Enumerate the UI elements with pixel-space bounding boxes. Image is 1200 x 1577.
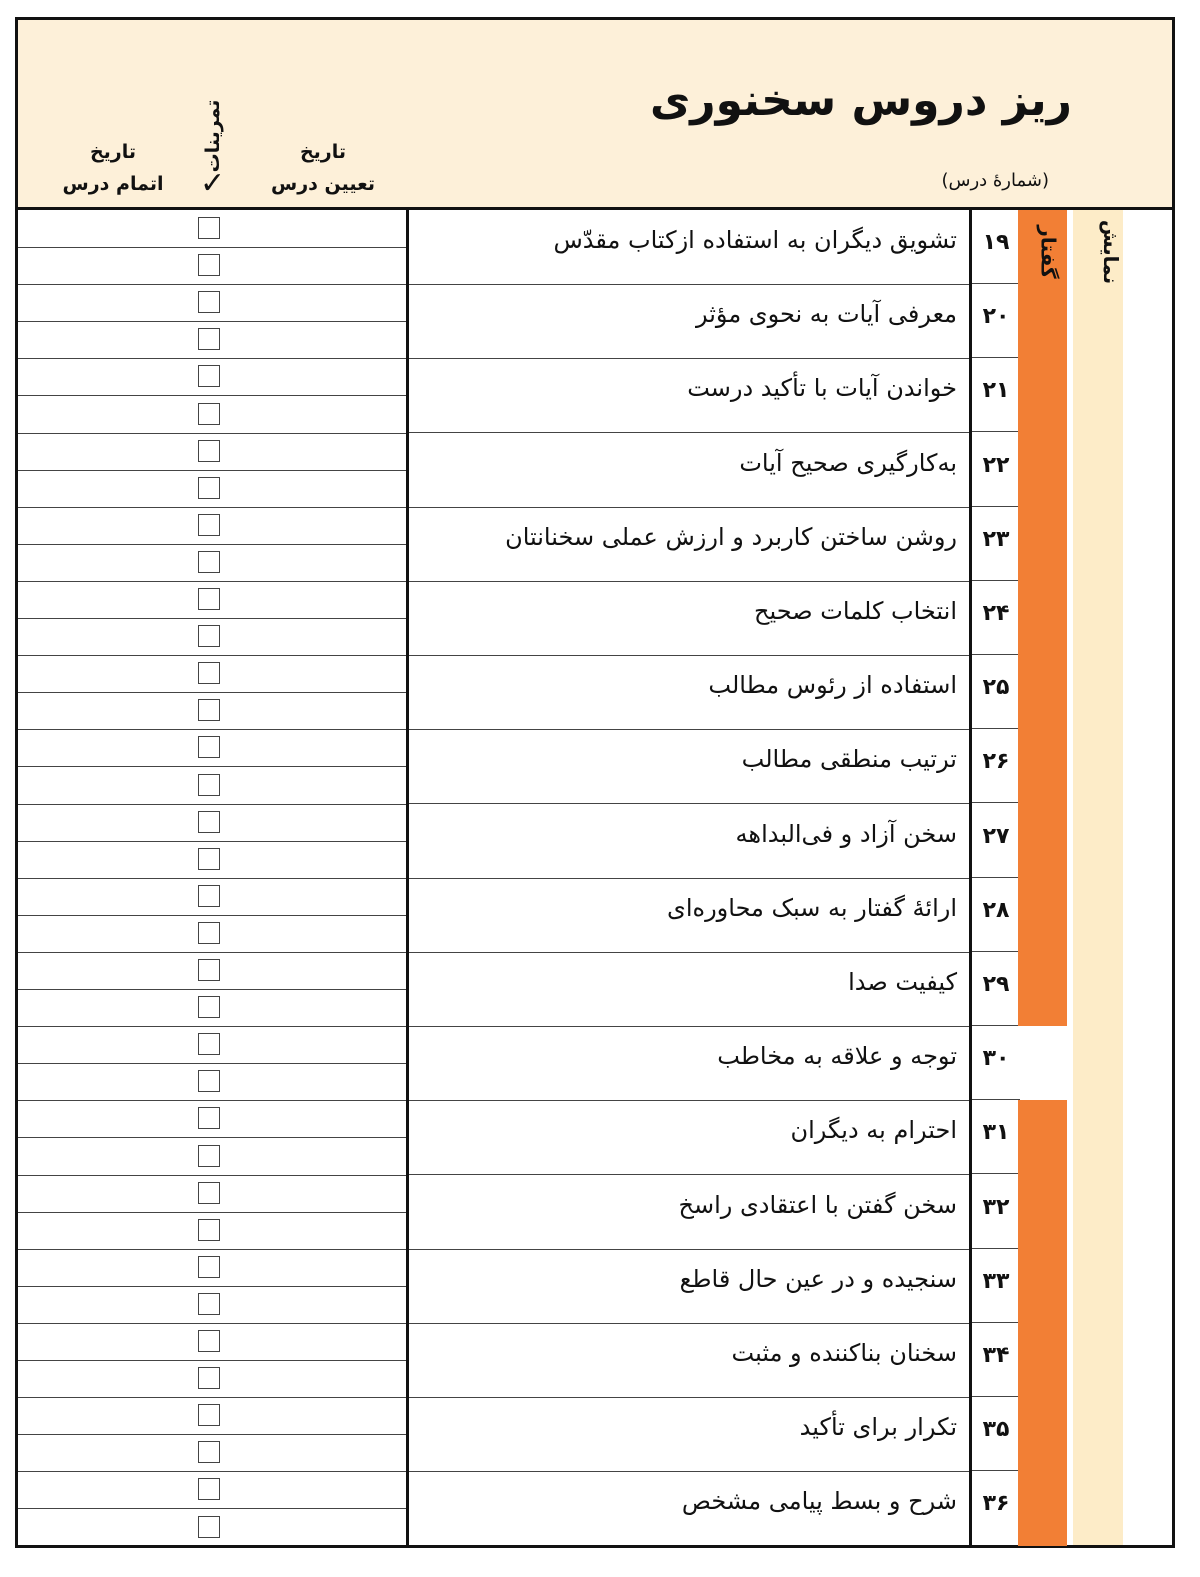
presentation-category-band — [1073, 210, 1123, 1545]
exercise-checkbox[interactable] — [198, 625, 220, 647]
lesson-title: شرح و بسط پیامی مشخص — [681, 1487, 957, 1516]
lesson-number: ۲۲ — [972, 433, 1020, 507]
lesson-row — [409, 210, 969, 285]
exercises-label: تمرینات — [202, 99, 224, 173]
tracking-subrow — [18, 1286, 406, 1324]
tracking-subrow — [18, 655, 406, 693]
lesson-title: تشویق دیگران به استفاده ازکتاب مقدّس — [553, 226, 957, 254]
tracking-subrow — [18, 247, 406, 285]
exercise-checkbox[interactable] — [198, 1033, 220, 1055]
lesson-row — [409, 358, 969, 433]
tracking-subrow — [18, 767, 406, 805]
lesson-title: سخن گفتن با اعتقادی راسخ — [678, 1190, 957, 1219]
tracking-subrow — [18, 507, 406, 545]
lesson-row — [409, 433, 969, 508]
exercises-header — [188, 80, 238, 200]
tracking-subrow — [18, 358, 406, 396]
lesson-title: به‌کارگیری صحیح آیات — [739, 448, 957, 477]
tracking-subrow — [18, 989, 406, 1027]
exercise-checkbox[interactable] — [198, 254, 220, 276]
lesson-number: ۲۱ — [972, 358, 1020, 432]
lesson-title: سخن آزاد و فی‌البداهه — [735, 819, 957, 848]
tracking-subrow — [18, 321, 406, 359]
tracking-panel — [18, 210, 409, 1545]
exercise-checkbox[interactable] — [198, 699, 220, 721]
checkmark-icon: ✓ — [200, 166, 226, 201]
tracking-subrow — [18, 1397, 406, 1435]
exercise-checkbox[interactable] — [198, 403, 220, 425]
lesson-title: خواندن آیات با تأکید درست — [687, 374, 957, 403]
lesson-row — [409, 1323, 969, 1398]
lesson-number: ۳۴ — [972, 1323, 1020, 1397]
lesson-title: توجه و علاقه به مخاطب — [717, 1042, 957, 1071]
exercise-checkbox[interactable] — [198, 328, 220, 350]
lesson-number: ۲۸ — [972, 878, 1020, 952]
lesson-title: سخنان بناکننده و مثبت — [731, 1339, 957, 1367]
tracking-subrow — [18, 729, 406, 767]
lesson-number: ۲۹ — [972, 952, 1020, 1026]
exercise-checkbox[interactable] — [198, 551, 220, 573]
lesson-title: ترتیب منطقی مطالب — [741, 745, 957, 774]
tracking-subrow — [18, 915, 406, 953]
lesson-title: معرفی آیات به نحوی مؤثر — [696, 300, 957, 329]
tracking-subrow — [18, 804, 406, 842]
tracking-subrow — [18, 1323, 406, 1361]
tracking-subrow — [18, 1471, 406, 1509]
exercise-checkbox[interactable] — [198, 440, 220, 462]
lesson-row — [409, 1100, 969, 1175]
exercise-checkbox[interactable] — [198, 1256, 220, 1278]
lesson-sheet — [15, 17, 1175, 1548]
lesson-number: ۲۷ — [972, 804, 1020, 878]
exercise-checkbox[interactable] — [198, 922, 220, 944]
lesson-number-column — [969, 210, 1017, 1545]
exercise-checkbox[interactable] — [198, 959, 220, 981]
exercise-checkbox[interactable] — [198, 514, 220, 536]
lesson-row — [409, 878, 969, 953]
lesson-number: ۲۶ — [972, 729, 1020, 803]
exercise-checkbox[interactable] — [198, 217, 220, 239]
exercise-checkbox[interactable] — [198, 996, 220, 1018]
lesson-title: ارائهٔ گفتار به سبک محاوره‌ای — [667, 893, 957, 922]
done-date-line2: اتمام درس — [62, 173, 164, 195]
speech-band-segment — [1018, 1100, 1067, 1545]
lesson-row — [409, 804, 969, 879]
assign-date-line1: تاریخ — [299, 141, 347, 163]
exercise-checkbox[interactable] — [198, 1441, 220, 1463]
tracking-subrow — [18, 618, 406, 656]
exercise-checkbox[interactable] — [198, 1145, 220, 1167]
lesson-title: روشن ساختن کاربرد و ارزش عملی سخنانتان — [505, 522, 957, 551]
done-date-line1: تاریخ — [89, 141, 137, 163]
lesson-row — [409, 1175, 969, 1250]
lesson-row — [409, 1249, 969, 1324]
exercise-checkbox[interactable] — [198, 662, 220, 684]
tracking-subrow — [18, 692, 406, 730]
done-date-header — [48, 136, 178, 200]
lesson-title: تکرار برای تأکید — [799, 1413, 957, 1442]
exercise-checkbox[interactable] — [198, 291, 220, 313]
tracking-subrow — [18, 1360, 406, 1398]
exercise-checkbox[interactable] — [198, 811, 220, 833]
lesson-title: انتخاب کلمات صحیح — [753, 597, 957, 625]
lesson-title: احترام به دیگران — [790, 1116, 957, 1145]
tracking-subrow — [18, 1212, 406, 1250]
lesson-number: ۳۳ — [972, 1249, 1020, 1323]
lesson-number: ۳۰ — [972, 1026, 1020, 1100]
exercise-checkbox[interactable] — [198, 774, 220, 796]
tracking-subrow — [18, 210, 406, 248]
speech-category-label: گفتار — [1036, 225, 1061, 279]
exercise-checkbox[interactable] — [198, 1182, 220, 1204]
lesson-row — [409, 952, 969, 1027]
lesson-title: کیفیت صدا — [848, 968, 957, 996]
lesson-row — [409, 1026, 969, 1101]
lesson-row — [409, 1397, 969, 1472]
lesson-row — [409, 284, 969, 359]
lesson-number-label: (شمارهٔ درس) — [941, 170, 1049, 191]
exercise-checkbox[interactable] — [198, 848, 220, 870]
exercise-checkbox[interactable] — [198, 588, 220, 610]
tracking-subrow — [18, 1434, 406, 1472]
lesson-number: ۳۲ — [972, 1175, 1020, 1249]
tracking-subrow — [18, 841, 406, 879]
tracking-subrow — [18, 1175, 406, 1213]
tracking-subrow — [18, 1509, 406, 1546]
lesson-row — [409, 1471, 969, 1545]
tracking-subrow — [18, 878, 406, 916]
speech-band-segment — [1018, 210, 1067, 1026]
tracking-subrow — [18, 1100, 406, 1138]
lesson-title: سنجیده و در عین حال قاطع — [679, 1264, 957, 1293]
tracking-subrow — [18, 284, 406, 322]
lesson-number: ۳۱ — [972, 1100, 1020, 1174]
page-title: ریز دروس سخنوری — [649, 75, 1072, 126]
assign-date-line2: تعیین درس — [271, 173, 375, 195]
lesson-number: ۲۰ — [972, 284, 1020, 358]
lesson-row — [409, 655, 969, 730]
tracking-subrow — [18, 396, 406, 434]
lesson-row — [409, 507, 969, 582]
lesson-number: ۱۹ — [972, 210, 1020, 284]
exercise-checkbox[interactable] — [198, 1107, 220, 1129]
tracking-subrow — [18, 544, 406, 582]
lesson-number: ۳۶ — [982, 1491, 1010, 1517]
exercise-checkbox[interactable] — [198, 1404, 220, 1426]
tracking-subrow — [18, 470, 406, 508]
exercise-checkbox[interactable] — [198, 365, 220, 387]
sheet-header — [18, 20, 1172, 210]
exercise-checkbox[interactable] — [198, 477, 220, 499]
lesson-row — [409, 729, 969, 804]
tracking-subrow — [18, 433, 406, 471]
lesson-number: ۲۵ — [972, 655, 1020, 729]
assign-date-header — [258, 136, 388, 200]
lesson-number: ۳۵ — [972, 1397, 1020, 1471]
tracking-subrow — [18, 1063, 406, 1101]
exercise-checkbox[interactable] — [198, 1367, 220, 1389]
tracking-subrow — [18, 1249, 406, 1287]
exercise-checkbox[interactable] — [198, 885, 220, 907]
exercise-checkbox[interactable] — [198, 1293, 220, 1315]
exercise-checkbox[interactable] — [198, 1330, 220, 1352]
exercise-checkbox[interactable] — [198, 1219, 220, 1241]
lesson-number: ۲۴ — [972, 581, 1020, 655]
exercise-checkbox[interactable] — [198, 1516, 220, 1538]
lesson-table — [18, 210, 1172, 1545]
tracking-subrow — [18, 1026, 406, 1064]
tracking-subrow — [18, 1138, 406, 1176]
lesson-number: ۲۳ — [972, 507, 1020, 581]
exercise-checkbox[interactable] — [198, 1070, 220, 1092]
lesson-title: استفاده از رئوس مطالب — [708, 671, 957, 700]
exercise-checkbox[interactable] — [198, 1478, 220, 1500]
tracking-subrow — [18, 581, 406, 619]
lesson-row — [409, 581, 969, 656]
exercise-checkbox[interactable] — [198, 736, 220, 758]
presentation-category-label: نمایش — [1099, 219, 1124, 285]
tracking-subrow — [18, 952, 406, 990]
